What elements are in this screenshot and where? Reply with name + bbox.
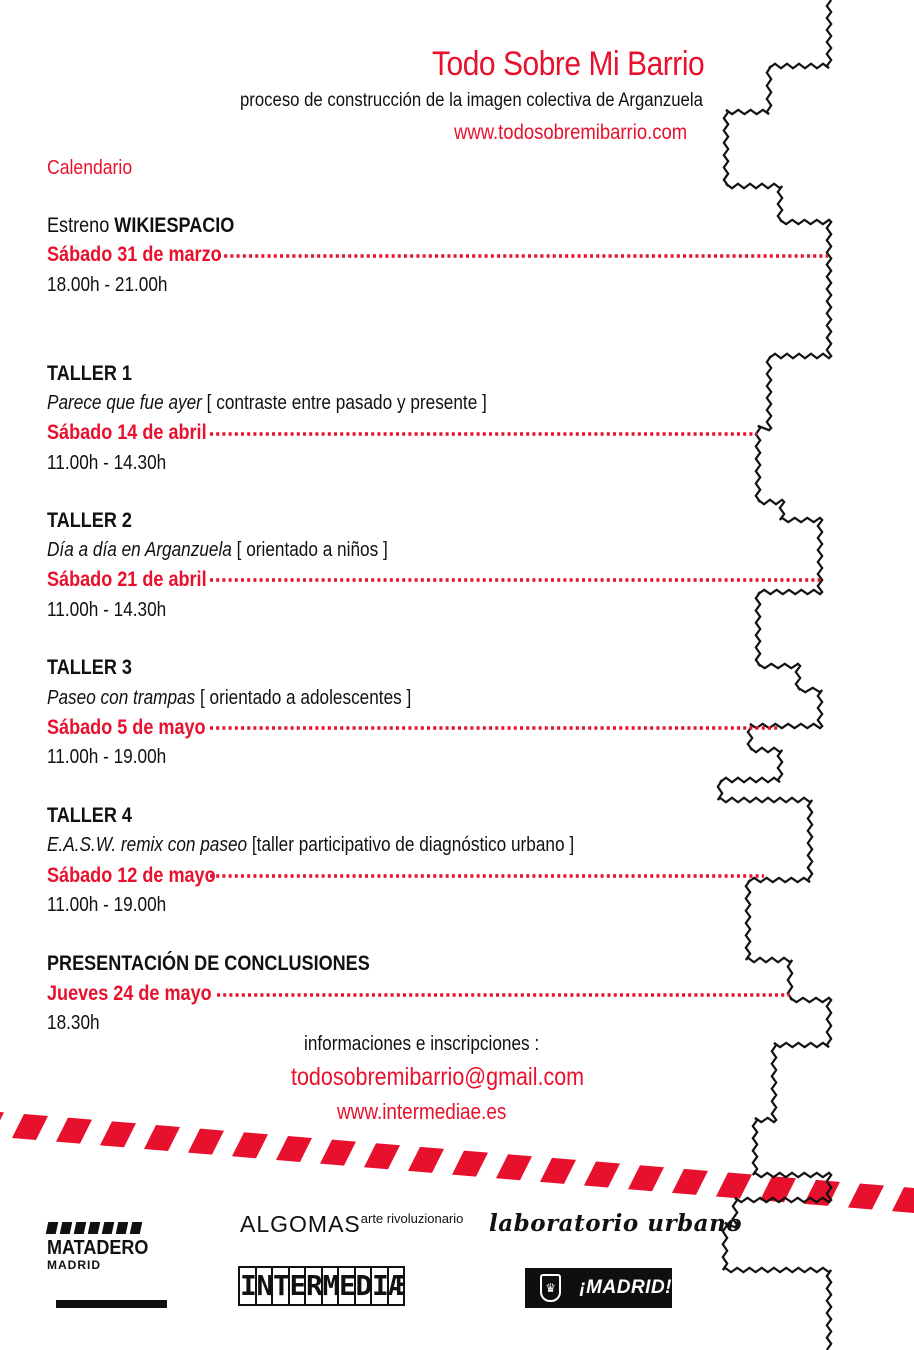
tape-stripe <box>584 1162 620 1188</box>
intermediae-logo-letter: E <box>288 1266 307 1306</box>
event-time: 11.00h - 14.30h <box>47 452 167 474</box>
intermediae-logo-letter: E <box>337 1266 356 1306</box>
tape-stripe <box>452 1151 488 1177</box>
matadero-bars-icon <box>47 1222 160 1234</box>
info-email-link[interactable]: todosobremibarrio@gmail.com <box>291 1063 585 1091</box>
calendar-heading: Calendario <box>47 157 133 179</box>
tape-stripe <box>804 1180 840 1206</box>
event-heading <box>47 214 234 238</box>
tape-stripe <box>848 1184 884 1210</box>
tape-stripe <box>496 1154 532 1180</box>
intermediae-logo-letter: N <box>255 1266 274 1306</box>
event-time: 11.00h - 19.00h <box>47 894 167 916</box>
event-description <box>47 687 411 710</box>
event-description-text: [taller participativo de diagnóstico urbano ] <box>247 834 575 856</box>
page-title: Todo Sobre Mi Barrio <box>432 45 705 83</box>
intermediae-logo-letter: M <box>321 1266 340 1306</box>
intermediae-logo <box>238 1266 406 1306</box>
tape-stripe <box>0 1110 4 1136</box>
algomas-logo-sup: arte rivoluzionario <box>360 1211 464 1226</box>
event-description-text: [ orientado a niños ] <box>231 539 388 561</box>
event-description <box>47 834 574 857</box>
event-heading: TALLER 4 <box>47 804 132 827</box>
madrid-logo <box>525 1268 672 1308</box>
event-time: 18.00h - 21.00h <box>47 274 168 296</box>
event-time: 18.30h <box>47 1012 100 1034</box>
tape-stripe <box>364 1143 400 1169</box>
event-description-italic: Día a día en Arganzuela <box>47 539 232 561</box>
intermediae-logo-letter: I <box>238 1266 257 1306</box>
tape-stripe <box>716 1173 752 1199</box>
website-link[interactable]: www.todosobremibarrio.com <box>454 121 688 144</box>
intermediae-logo-letter: Æ <box>387 1266 406 1306</box>
skyline-outline <box>718 0 831 1350</box>
event-description <box>47 539 388 562</box>
event-date: Sábado 5 de mayo <box>47 716 206 739</box>
algomas-logo <box>240 1211 463 1238</box>
madrid-crest-icon: ♛ <box>540 1274 561 1302</box>
tape-stripe <box>100 1121 136 1147</box>
event-date: Sábado 31 de marzo <box>47 243 222 266</box>
algomas-logo-text: ALGOMAS <box>240 1211 361 1237</box>
matadero-rule <box>56 1300 167 1308</box>
tape-stripe <box>232 1132 268 1158</box>
tape-stripe <box>760 1176 796 1202</box>
tape-stripe <box>320 1140 356 1166</box>
tape-stripe <box>188 1129 224 1155</box>
event-heading-bold: WIKIESPACIO <box>114 214 235 237</box>
page-subtitle: proceso de construcción de la imagen colectiva de Arganzuela <box>240 90 703 111</box>
dotted-date-lines <box>210 256 828 995</box>
event-description <box>47 392 487 415</box>
event-time: 11.00h - 19.00h <box>47 746 167 768</box>
event-description-text: [ contraste entre pasado y presente ] <box>201 392 487 414</box>
tape-stripe <box>12 1114 48 1140</box>
event-description-italic: Paseo con trampas <box>47 687 196 709</box>
matadero-logo <box>47 1222 160 1272</box>
intermediae-logo-letter: D <box>354 1266 373 1306</box>
event-heading-prefix: Estreno <box>47 214 115 237</box>
tape-stripe <box>56 1118 92 1144</box>
event-date: Sábado 21 de abril <box>47 568 207 591</box>
tape-stripe <box>672 1169 708 1195</box>
tape-stripe <box>276 1136 312 1162</box>
intermediae-logo-letter: I <box>370 1266 389 1306</box>
event-date: Sábado 12 de mayo <box>47 864 216 887</box>
madrid-logo-text: ¡MADRID! <box>579 1277 672 1298</box>
event-date: Sábado 14 de abril <box>47 421 207 444</box>
matadero-logo-line2: MADRID <box>47 1258 101 1272</box>
tape-stripe <box>408 1147 444 1173</box>
event-heading: TALLER 1 <box>47 362 132 385</box>
event-time: 11.00h - 14.30h <box>47 599 167 621</box>
info-label: informaciones e inscripciones : <box>304 1033 540 1055</box>
tape-stripe <box>144 1125 180 1151</box>
intermediae-logo-letter: T <box>271 1266 290 1306</box>
tape-stripe <box>540 1158 576 1184</box>
tape-stripe <box>628 1165 664 1191</box>
event-heading: TALLER 3 <box>47 656 132 679</box>
event-heading: PRESENTACIÓN DE CONCLUSIONES <box>47 952 370 975</box>
intermediae-logo-letter: R <box>304 1266 323 1306</box>
event-date: Jueves 24 de mayo <box>47 982 212 1005</box>
event-description-text: [ orientado a adolescentes ] <box>195 687 412 709</box>
laboratorio-urbano-logo: laboratorio urbano <box>489 1210 743 1237</box>
striped-tape <box>0 1110 914 1213</box>
info-web-link[interactable]: www.intermediae.es <box>337 1099 507 1124</box>
event-description-italic: Parece que fue ayer <box>47 392 202 414</box>
matadero-logo-line1: MATADERO <box>47 1237 149 1259</box>
event-description-italic: E.A.S.W. remix con paseo <box>47 834 248 856</box>
tape-stripe <box>892 1187 914 1213</box>
event-heading: TALLER 2 <box>47 509 132 532</box>
